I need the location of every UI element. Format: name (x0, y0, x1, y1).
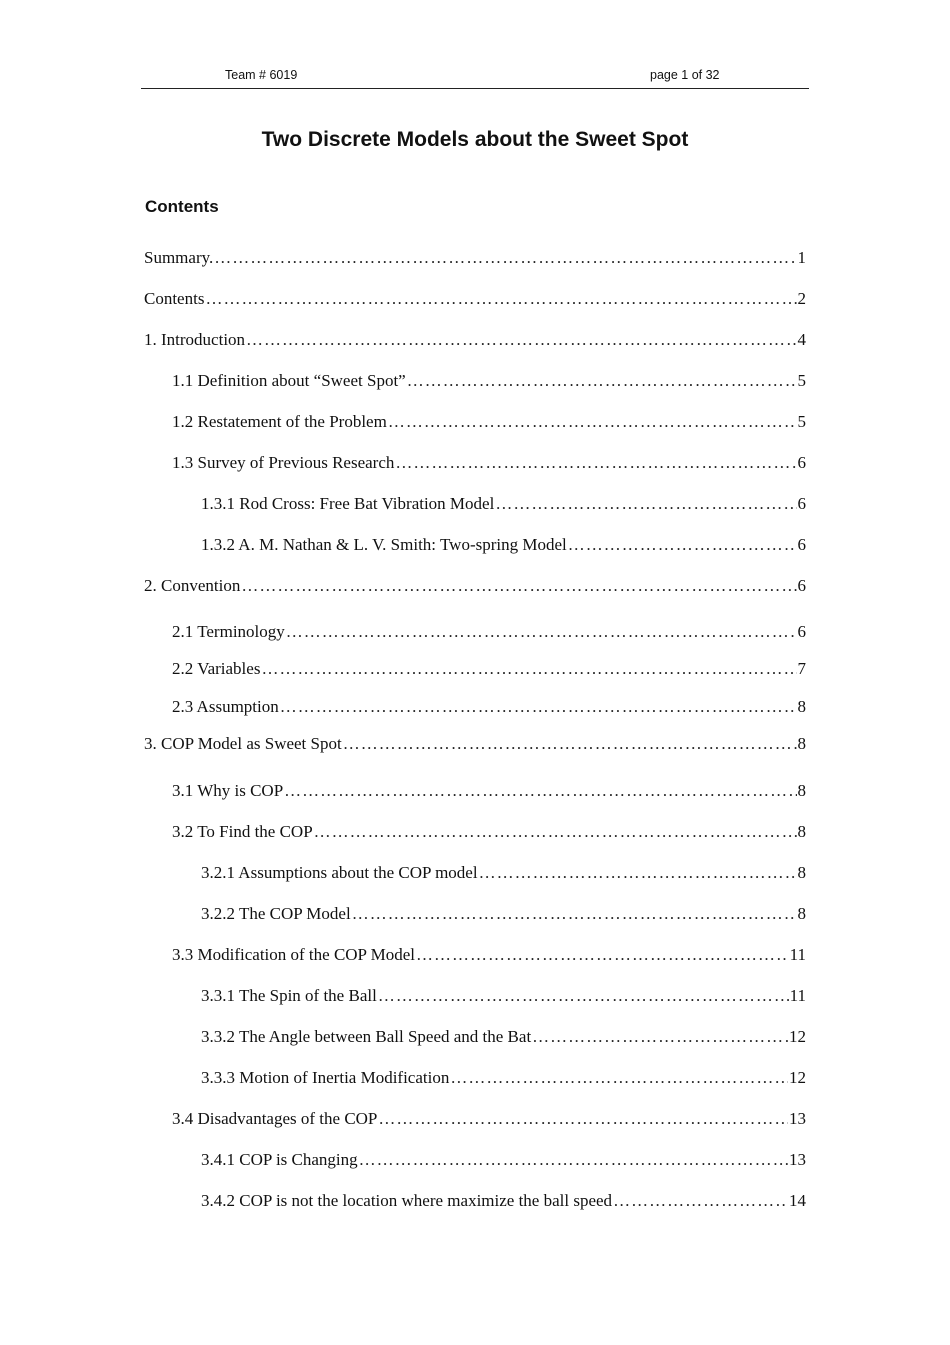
toc-dot-leader (378, 1109, 788, 1129)
toc-dot-leader (343, 734, 797, 754)
toc-dot-leader (359, 1150, 788, 1170)
toc-entry (201, 1150, 806, 1174)
toc-entry (172, 822, 806, 846)
toc-entry (201, 1191, 806, 1215)
toc-entry (201, 904, 806, 928)
toc-entry-label: 1.1 Definition about “Sweet Spot” (172, 371, 406, 390)
toc-entry (144, 289, 806, 313)
toc-entry-page: 4 (797, 330, 806, 349)
toc-dot-leader (284, 781, 796, 801)
toc-entry-label: 3.2.2 The COP Model (201, 904, 351, 923)
toc-entry-page: 1 (797, 248, 806, 267)
toc-entry-page: 5 (797, 412, 806, 431)
toc-entry-label: Summary. (144, 248, 214, 267)
toc-entry-label: Contents (144, 289, 205, 308)
toc-dot-leader (407, 371, 797, 391)
toc-entry-page: 12 (789, 1068, 806, 1087)
toc-entry-label: 1.2 Restatement of the Problem (172, 412, 387, 431)
toc-entry-label: 2.1 Terminology (172, 622, 285, 641)
toc-entry-page: 6 (797, 576, 806, 595)
toc-entry-page: 8 (797, 904, 806, 923)
toc-entry-page: 2 (797, 289, 806, 308)
contents-heading: Contents (145, 197, 219, 216)
toc-dot-leader (261, 659, 796, 679)
toc-dot-leader (613, 1191, 788, 1211)
toc-entry-page: 13 (789, 1150, 806, 1169)
toc-entry (201, 1027, 806, 1051)
toc-entry-page: 6 (797, 494, 806, 513)
toc-dot-leader (416, 945, 789, 965)
page-number: page 1 of 32 (650, 68, 720, 82)
toc-entry-page: 6 (797, 453, 806, 472)
toc-entry (172, 453, 806, 477)
toc-entry (172, 697, 806, 721)
toc-entry-label: 1.3.1 Rod Cross: Free Bat Vibration Model (201, 494, 495, 513)
toc-dot-leader (352, 904, 797, 924)
toc-dot-leader (495, 494, 796, 514)
toc-entry-label: 3.2.1 Assumptions about the COP model (201, 863, 478, 882)
toc-entry-page: 6 (797, 622, 806, 641)
toc-entry (172, 659, 806, 683)
toc-entry-page: 8 (797, 697, 806, 716)
toc-entry-page: 14 (789, 1191, 806, 1210)
toc-entry-page: 11 (789, 945, 806, 964)
toc-entry (201, 535, 806, 559)
toc-entry (144, 330, 806, 354)
toc-entry-page: 6 (797, 535, 806, 554)
toc-entry-label: 3.3.3 Motion of Inertia Modification (201, 1068, 450, 1087)
team-number: Team # 6019 (225, 68, 298, 82)
toc-entry-label: 3. COP Model as Sweet Spot (144, 734, 342, 753)
toc-entry-label: 3.4.1 COP is Changing (201, 1150, 358, 1169)
toc-entry-label: 2. Convention (144, 576, 241, 595)
toc-entry-label: 3.3 Modification of the COP Model (172, 945, 416, 964)
toc-entry-page: 7 (797, 659, 806, 678)
toc-dot-leader (568, 535, 797, 555)
toc-entry-page: 8 (797, 781, 806, 800)
toc-entry (201, 863, 806, 887)
toc-entry-page: 11 (789, 986, 806, 1005)
document-title: Two Discrete Models about the Sweet Spot (261, 128, 689, 151)
toc-dot-leader (280, 697, 797, 717)
toc-dot-leader (286, 622, 797, 642)
toc-dot-leader (246, 330, 796, 350)
toc-entry (172, 371, 806, 395)
toc-entry-label: 3.4 Disadvantages of the COP (172, 1109, 378, 1128)
toc-dot-leader (241, 576, 796, 596)
toc-entry (144, 248, 806, 272)
toc-dot-leader (378, 986, 789, 1006)
toc-dot-leader (388, 412, 797, 432)
toc-entry (201, 986, 806, 1010)
toc-entry (144, 576, 806, 600)
toc-entry-label: 3.2 To Find the COP (172, 822, 313, 841)
toc-entry-label: 3.3.1 The Spin of the Ball (201, 986, 377, 1005)
toc-entry-label: 3.3.2 The Angle between Ball Speed and the Bat (201, 1027, 532, 1046)
toc-entry (172, 622, 806, 646)
toc-dot-leader (450, 1068, 788, 1088)
toc-dot-leader (314, 822, 797, 842)
toc-entry-label: 3.4.2 COP is not the location where maximize the ball speed (201, 1191, 613, 1210)
toc-entry-page: 13 (789, 1109, 806, 1128)
toc-dot-leader (214, 248, 796, 268)
toc-entry (201, 494, 806, 518)
toc-entry (201, 1068, 806, 1092)
toc-entry-label: 1. Introduction (144, 330, 246, 349)
toc-entry-label: 1.3.2 A. M. Nathan & L. V. Smith: Two-spring Model (201, 535, 567, 554)
toc-dot-leader (479, 863, 797, 883)
toc-entry-label: 3.1 Why is COP (172, 781, 284, 800)
toc-dot-leader (395, 453, 796, 473)
toc-entry (172, 781, 806, 805)
toc-dot-leader (205, 289, 796, 309)
toc-entry (172, 1109, 806, 1133)
toc-entry-label: 2.3 Assumption (172, 697, 279, 716)
toc-entry (172, 945, 806, 969)
toc-entry-label: 1.3 Survey of Previous Research (172, 453, 395, 472)
toc-dot-leader (532, 1027, 788, 1047)
toc-entry-page: 12 (789, 1027, 806, 1046)
toc-entry-page: 5 (797, 371, 806, 390)
toc-entry (144, 734, 806, 758)
toc-entry-page: 8 (797, 734, 806, 753)
toc-entry (172, 412, 806, 436)
toc-entry-page: 8 (797, 863, 806, 882)
toc-entry-page: 8 (797, 822, 806, 841)
toc-entry-label: 2.2 Variables (172, 659, 261, 678)
